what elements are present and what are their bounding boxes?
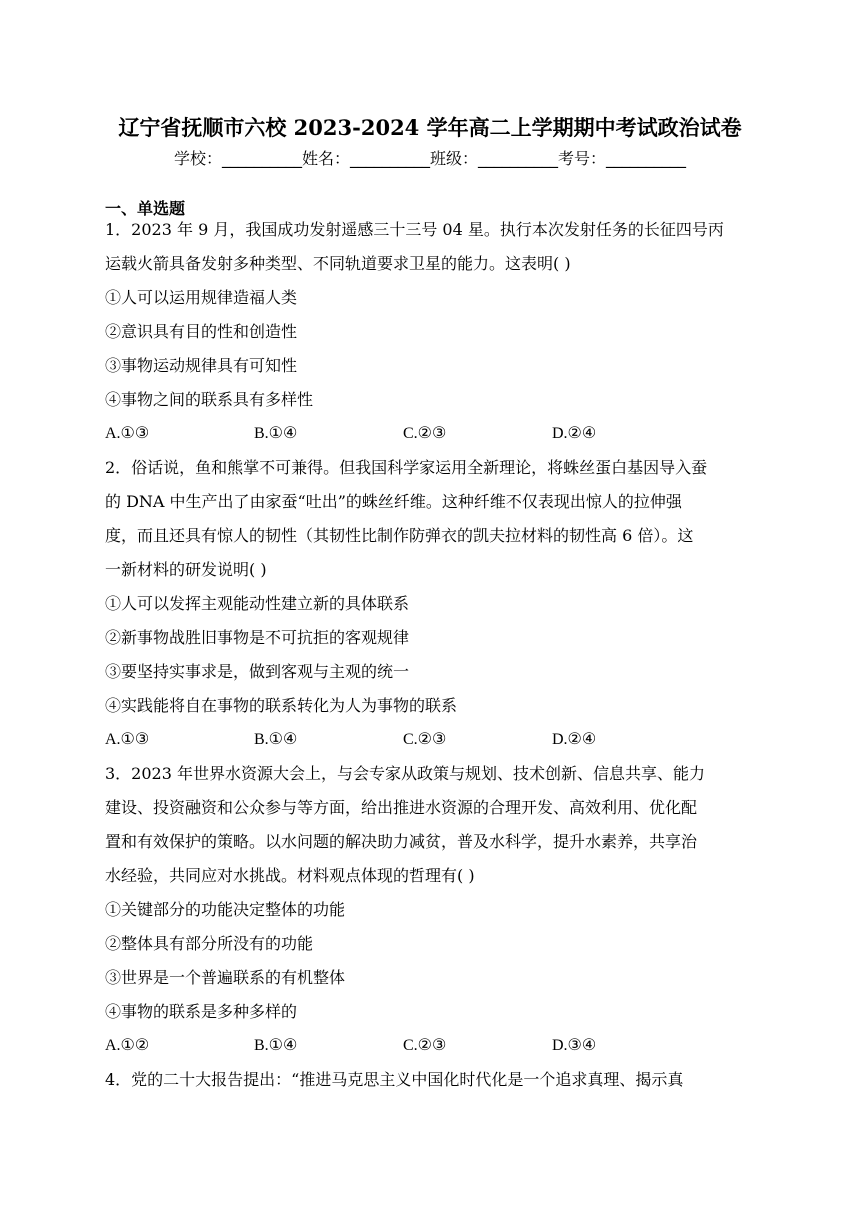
q3-option-a[interactable]: A.①② [105,1037,150,1054]
q1-statement: ①人可以运用规律造福人类 [105,288,298,307]
q2-option-d[interactable]: D.②④ [552,731,597,748]
q2-statement: ①人可以发挥主观能动性建立新的具体联系 [105,594,410,613]
q1-statement: ③事物运动规律具有可知性 [105,356,298,375]
q2-stem-line: 2．俗话说，鱼和熊掌不可兼得。但我国科学家运用全新理论，将蛛丝蛋白基因导入蚕 [105,458,708,477]
q2-stem-line: 的 DNA 中生产出了由家蚕“吐出”的蛛丝纤维。这种纤维不仅表现出惊人的拉伸强 [105,492,682,511]
q3-statement: ②整体具有部分所没有的功能 [105,934,314,953]
q3-statement: ④事物的联系是多种多样的 [105,1002,298,1021]
q2-statement: ②新事物战胜旧事物是不可抗拒的客观规律 [105,628,410,647]
q3-option-b[interactable]: B.①④ [254,1037,298,1054]
exam-number-field: 考号：__________ [558,149,687,168]
q3-stem-line: 水经验，共同应对水挑战。材料观点体现的哲理有( ) [105,866,475,885]
q3-statement: ③世界是一个普遍联系的有机整体 [105,968,346,987]
school-field: 学校：__________ [173,149,302,168]
q1-option-a[interactable]: A.①③ [105,425,150,442]
q2-stem-line: 一新材料的研发说明( ) [105,560,267,579]
q4-stem-line: 4．党的二十大报告提出：“推进马克思主义中国化时代化是一个追求真理、揭示真 [105,1070,684,1089]
q2-option-b[interactable]: B.①④ [254,731,298,748]
q1-option-c[interactable]: C.②③ [403,425,447,442]
q1-option-d[interactable]: D.②④ [552,425,597,442]
q2-option-a[interactable]: A.①③ [105,731,150,748]
section-heading: 一、单选题 [105,199,186,218]
student-info-row [0,146,860,169]
class-field: 班级：__________ [430,149,559,168]
q3-stem-line: 3．2023 年世界水资源大会上，与会专家从政策与规划、技术创新、信息共享、能力 [105,764,705,783]
name-field: 姓名：__________ [301,149,430,168]
q1-statement: ②意识具有目的性和创造性 [105,322,298,341]
q3-option-d[interactable]: D.③④ [552,1037,597,1054]
exam-title: 辽宁省抚顺市六校 2023-2024 学年高二上学期期中考试政治试卷 [118,115,742,140]
q1-option-b[interactable]: B.①④ [254,425,298,442]
q2-statement: ③要坚持实事求是，做到客观与主观的统一 [105,662,410,681]
q1-statement: ④事物之间的联系具有多样性 [105,390,314,409]
q2-stem-line: 度，而且还具有惊人的韧性（其韧性比制作防弹衣的凯夫拉材料的韧性高 6 倍）。这 [105,526,694,545]
q2-option-c[interactable]: C.②③ [403,731,447,748]
q1-stem-line: 1．2023 年 9 月，我国成功发射遥感三十三号 04 星。执行本次发射任务的长征四号丙 [105,220,724,239]
q1-stem-line: 运载火箭具备发射多种类型、不同轨道要求卫星的能力。这表明( ) [105,254,571,273]
q3-stem-line: 建设、投资融资和公众参与等方面，给出推进水资源的合理开发、高效利用、优化配 [105,798,698,817]
q3-statement: ①关键部分的功能决定整体的功能 [105,900,346,919]
q2-statement: ④实践能将自在事物的联系转化为人为事物的联系 [105,696,458,715]
q3-stem-line: 置和有效保护的策略。以水问题的解决助力减贫，普及水科学，提升水素养，共享治 [105,832,698,851]
q3-option-c[interactable]: C.②③ [403,1037,447,1054]
